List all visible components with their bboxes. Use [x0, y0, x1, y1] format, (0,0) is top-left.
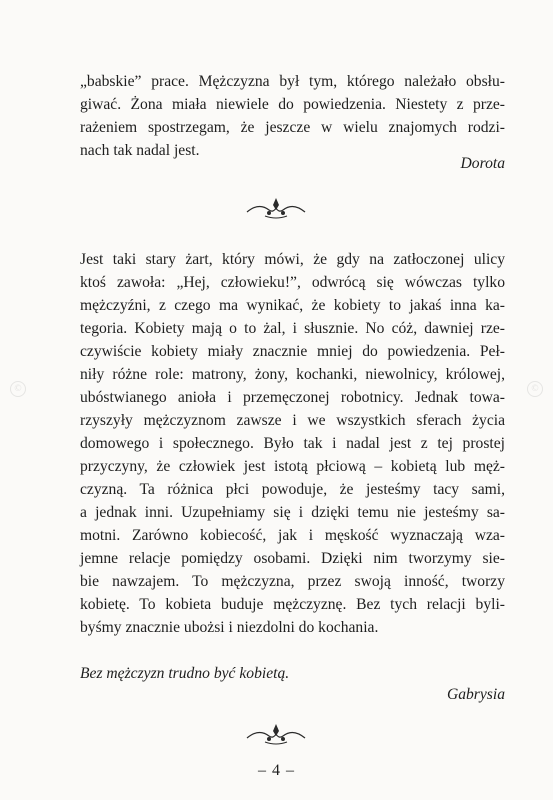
text-line: mężczyźni, z czego ma wynikać, że kobiety to jakaś inna ka-	[80, 297, 505, 314]
text-line: byśmy znacznie ubożsi i niezdolni do kochania.	[80, 619, 379, 636]
ornament-divider-icon	[245, 196, 307, 220]
closing-quote	[80, 662, 505, 685]
text-line: czyzną. Ta różnica płci powoduje, że jesteśmy tacy sami,	[80, 481, 505, 498]
paragraph-2	[80, 248, 505, 639]
text-line: rażeniem spostrzegam, że jeszcze w wielu znajomych rodzi-	[80, 119, 505, 136]
text-line: nach tak nadal jest.	[80, 142, 200, 159]
signature-gabrysia: Gabrysia	[446, 686, 505, 703]
text-line: domowego i społecznego. Było tak i nadal jest z tej prostej	[80, 435, 505, 452]
text-line: bie nawzajem. To mężczyzna, przez swoją inność, tworzy	[80, 573, 505, 590]
text-line: czywiście kobiety miały znacznie mniej do powiedzenia. Peł-	[80, 343, 505, 360]
quote-line: Bez mężczyzn trudno być kobietą.	[80, 665, 290, 682]
ornament-divider-icon	[245, 722, 307, 746]
text-line: rzyszyły mężczyznom zawsze i we wszystkich sferach życia	[80, 412, 505, 429]
watermark-strip	[0, 378, 553, 400]
text-line: motni. Zarówno kobiecość, jak i męskość wyznaczają wza-	[80, 527, 505, 544]
page-number: – 4 –	[258, 762, 295, 779]
paragraph-1	[80, 70, 505, 162]
text-line: kobietę. To kobieta buduje mężczyznę. Bez tych relacji byli-	[80, 596, 505, 613]
copyright-icon: ©	[527, 381, 543, 397]
text-line: ktoś zawoła: „Hej, człowieku!”, odwrócą się wówczas tylko	[80, 274, 505, 291]
text-line: „babskie” prace. Mężczyzna był tym, którego należało obsłu-	[80, 73, 505, 90]
copyright-icon: ©	[10, 381, 26, 397]
text-line: Jest taki stary żart, który mówi, że gdy na zatłoczonej ulicy	[80, 251, 505, 268]
text-line: przyczyny, że człowiek jest istotą płciową – kobietą lub męż-	[80, 458, 505, 475]
text-line: jemne relacje pomiędzy osobami. Dzięki nim tworzymy sie-	[80, 550, 505, 567]
text-line: niły różne role: matrony, żony, kochanki, niewolnicy, królowej,	[80, 366, 505, 383]
text-line: ubóstwianego anioła i przemęczonej robotnicy. Jednak towa-	[80, 389, 505, 406]
signature-dorota: Dorota	[460, 155, 505, 172]
text-line: giwać. Żona miała niewiele do powiedzenia. Niestety z prze-	[80, 96, 505, 113]
text-line: tegoria. Kobiety mają o to żal, i słusznie. No cóż, dawniej rze-	[80, 320, 505, 337]
text-line: a jednak inni. Uzupełniamy się i dzięki temu nie jesteśmy sa-	[80, 504, 505, 521]
